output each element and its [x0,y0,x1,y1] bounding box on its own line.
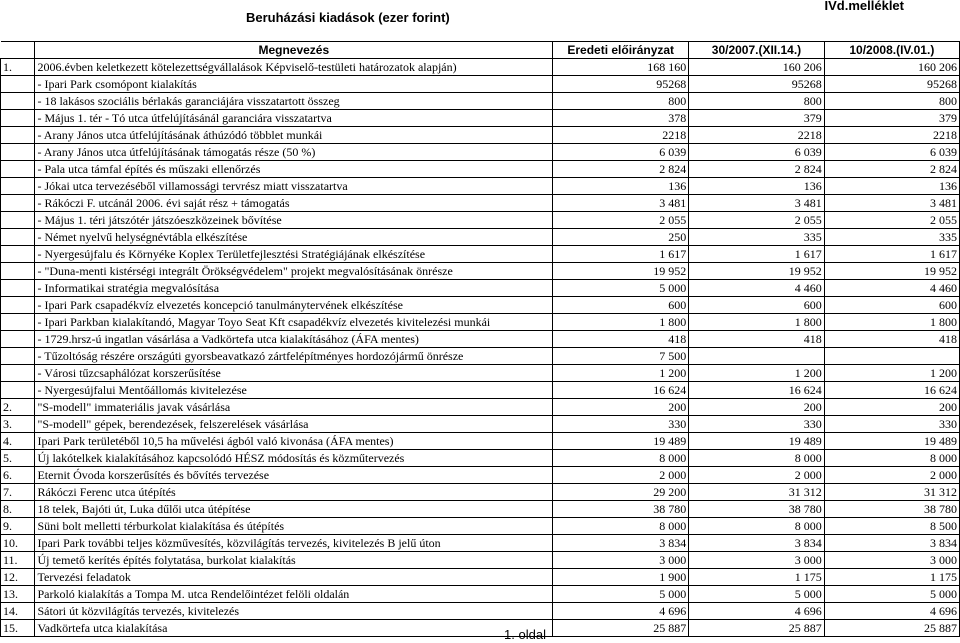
row-mod2: 38 780 [824,501,959,518]
row-original: 600 [553,297,689,314]
row-mod2: 3 481 [824,195,959,212]
row-number [1,195,35,212]
row-number [1,110,35,127]
row-mod1: 1 617 [689,246,824,263]
row-original: 5 000 [553,586,689,603]
row-mod2: 330 [824,416,959,433]
table-row [1,603,960,620]
table-row [1,399,960,416]
row-number [1,331,35,348]
row-number [1,93,35,110]
row-name: - Arany János utca útfelújításának támogatás része (50 %) [35,144,553,161]
row-mod2: 160 206 [824,59,959,76]
row-mod2: 136 [824,178,959,195]
row-name: - Német nyelvű helységnévtábla elkészítése [35,229,553,246]
row-number: 7. [1,484,35,501]
table-row [1,586,960,603]
row-mod1: 3 481 [689,195,824,212]
row-number [1,127,35,144]
row-mod2: 6 039 [824,144,959,161]
table-header-row [1,42,960,59]
row-original: 2 000 [553,467,689,484]
row-original: 1 900 [553,569,689,586]
row-original: 200 [553,399,689,416]
row-mod1: 4 460 [689,280,824,297]
table-row [1,382,960,399]
table-row [1,484,960,501]
table-row [1,501,960,518]
row-mod2: 1 800 [824,314,959,331]
table-row [1,195,960,212]
row-name: - 1729.hrsz-ú ingatlan vásárlása a Vadkörtefa utca kialakításához (ÁFA mentes) [35,331,553,348]
row-mod1: 136 [689,178,824,195]
header-name: Megnevezés [35,42,553,59]
row-mod2: 600 [824,297,959,314]
table-row [1,365,960,382]
table-row [1,93,960,110]
row-mod2: 1 200 [824,365,959,382]
row-mod2: 4 460 [824,280,959,297]
row-original: 418 [553,331,689,348]
row-mod2: 1 617 [824,246,959,263]
row-mod1: 31 312 [689,484,824,501]
table-row [1,263,960,280]
row-original: 25 887 [553,620,689,637]
row-mod2: 3 000 [824,552,959,569]
row-mod2: 800 [824,93,959,110]
row-mod1: 330 [689,416,824,433]
row-name: - Ipari Park csomópont kialakítás [35,76,553,93]
row-name: "S-modell" immateriális javak vásárlása [35,399,553,416]
row-mod1: 600 [689,297,824,314]
annex-label: IVd.melléklet [824,0,904,13]
row-name: - Informatikai stratégia megvalósítása [35,280,553,297]
row-name: - Május 1. téri játszótér játszóeszközeinek bővítése [35,212,553,229]
row-name: - 18 lakásos szociális bérlakás garanciájára visszatartott összeg [35,93,553,110]
table-row [1,280,960,297]
table-row [1,297,960,314]
row-mod1: 6 039 [689,144,824,161]
row-original: 136 [553,178,689,195]
row-mod2: 418 [824,331,959,348]
row-number: 3. [1,416,35,433]
row-name: "S-modell" gépek, berendezések, felszerelések vásárlása [35,416,553,433]
row-mod1: 19 952 [689,263,824,280]
row-original: 250 [553,229,689,246]
table-row [1,110,960,127]
row-name: Parkoló kialakítás a Tompa M. utca Rendelőintézet felöli oldalán [35,586,553,603]
row-original: 38 780 [553,501,689,518]
row-name: Ipari Park területéből 10,5 ha művelési ágból való kivonása (ÁFA mentes) [35,433,553,450]
table-row [1,416,960,433]
row-original: 8 000 [553,518,689,535]
row-mod1: 418 [689,331,824,348]
header-mod2: 10/2008.(IV.01.) [824,42,959,59]
row-original: 5 000 [553,280,689,297]
row-mod2: 200 [824,399,959,416]
row-original: 2218 [553,127,689,144]
row-number: 4. [1,433,35,450]
row-original: 3 834 [553,535,689,552]
row-mod1: 200 [689,399,824,416]
row-mod2: 8 000 [824,450,959,467]
row-name: Rákóczi Ferenc utca útépítés [35,484,553,501]
row-mod1: 8 000 [689,518,824,535]
header-original: Eredeti előirányzat [553,42,689,59]
row-name: - Nyergesújfalu és Környéke Koplex Területfejlesztési Stratégiájának elkészítése [35,246,553,263]
row-mod1: 1 200 [689,365,824,382]
table-row [1,433,960,450]
row-name: - Arany János utca útfelújításának áthúzódó többlet munkái [35,127,553,144]
row-number [1,76,35,93]
row-original: 19 489 [553,433,689,450]
table-row [1,59,960,76]
table-row [1,144,960,161]
row-mod2: 1 175 [824,569,959,586]
row-mod1: 2 000 [689,467,824,484]
row-mod2: 2 055 [824,212,959,229]
table-row [1,178,960,195]
investment-table [0,41,960,637]
row-number [1,297,35,314]
row-name: Süni bolt melletti térburkolat kialakítása és útépítés [35,518,553,535]
table-row [1,161,960,178]
row-original: 29 200 [553,484,689,501]
row-mod1: 2 055 [689,212,824,229]
row-mod2: 19 489 [824,433,959,450]
row-number: 10. [1,535,35,552]
row-mod2: 19 952 [824,263,959,280]
row-mod2: 8 500 [824,518,959,535]
header-mod1: 30/2007.(XII.14.) [689,42,824,59]
row-name: - Jókai utca tervezéséből villamossági tervrész miatt visszatartva [35,178,553,195]
row-mod2: 16 624 [824,382,959,399]
row-name: - Ipari Park csapadékvíz elvezetés koncepció tanulmánytervének elkészítése [35,297,553,314]
row-number [1,263,35,280]
row-mod1: 95268 [689,76,824,93]
row-mod2: 31 312 [824,484,959,501]
row-number [1,144,35,161]
row-mod2: 3 834 [824,535,959,552]
row-name: Eternit Óvoda korszerűsítés és bővítés tervezése [35,467,553,484]
row-original: 1 617 [553,246,689,263]
row-mod2: 2218 [824,127,959,144]
row-mod1: 5 000 [689,586,824,603]
table-row [1,246,960,263]
row-name: - Nyergesújfalui Mentőállomás kivitelezése [35,382,553,399]
row-name: Vadkörtefa utca kialakítása [35,620,553,637]
row-mod1: 335 [689,229,824,246]
row-original: 95268 [553,76,689,93]
row-number: 6. [1,467,35,484]
row-mod2: 2 824 [824,161,959,178]
row-original: 1 200 [553,365,689,382]
row-mod2: 25 887 [824,620,959,637]
row-name: - Rákóczi F. utcánál 2006. évi saját rész + támogatás [35,195,553,212]
row-name: 2006.évben keletkezett kötelezettségvállalások Képviselő-testületi határozatok alapján) [35,59,553,76]
row-original: 16 624 [553,382,689,399]
row-number [1,212,35,229]
table-row [1,569,960,586]
row-name: Új temető kerítés építés folytatása, burkolat kialakítás [35,552,553,569]
row-name: 18 telek, Bajóti út, Luka dűlői utca útépítése [35,501,553,518]
row-original: 3 481 [553,195,689,212]
row-mod1: 2 824 [689,161,824,178]
table-row [1,467,960,484]
row-number [1,365,35,382]
row-number [1,280,35,297]
table-row [1,450,960,467]
row-original: 4 696 [553,603,689,620]
report-title: Beruházási kiadások (ezer forint) [246,10,450,25]
row-mod1: 25 887 [689,620,824,637]
row-number [1,348,35,365]
row-mod1: 3 000 [689,552,824,569]
row-mod1: 379 [689,110,824,127]
row-original: 1 800 [553,314,689,331]
row-number: 5. [1,450,35,467]
row-original: 8 000 [553,450,689,467]
row-number: 8. [1,501,35,518]
table-row [1,314,960,331]
table-row [1,229,960,246]
row-name: Tervezési feladatok [35,569,553,586]
row-mod2: 95268 [824,76,959,93]
table-row [1,535,960,552]
row-mod1: 19 489 [689,433,824,450]
row-number [1,178,35,195]
row-original: 330 [553,416,689,433]
row-original: 378 [553,110,689,127]
row-name: Új lakótelkek kialakításához kapcsolódó HÉSZ módosítás és közműtervezés [35,450,553,467]
row-mod1 [689,348,824,365]
row-original: 2 055 [553,212,689,229]
row-mod2: 5 000 [824,586,959,603]
row-mod1: 16 624 [689,382,824,399]
row-original: 3 000 [553,552,689,569]
page-footer: 1. oldal [504,627,546,642]
row-name: Ipari Park további teljes közművesítés, közvilágítás tervezés, kivitelezés B jelű úton [35,535,553,552]
row-number: 11. [1,552,35,569]
row-mod1: 1 175 [689,569,824,586]
table-row [1,348,960,365]
row-original: 7 500 [553,348,689,365]
row-original: 6 039 [553,144,689,161]
row-mod1: 1 800 [689,314,824,331]
row-number: 2. [1,399,35,416]
row-number: 13. [1,586,35,603]
row-mod1: 2218 [689,127,824,144]
table-row [1,76,960,93]
table-row [1,212,960,229]
row-original: 800 [553,93,689,110]
row-name: - Pala utca támfal építés és műszaki ellenőrzés [35,161,553,178]
row-mod1: 8 000 [689,450,824,467]
row-mod1: 38 780 [689,501,824,518]
row-name: - Városi tűzcsaphálózat korszerűsítése [35,365,553,382]
row-mod1: 800 [689,93,824,110]
table-row [1,518,960,535]
row-number: 9. [1,518,35,535]
row-number: 12. [1,569,35,586]
row-mod2: 2 000 [824,467,959,484]
header-number-cell [1,42,35,59]
row-name: - "Duna-menti kistérségi integrált Örökségvédelem" projekt megvalósításának önrésze [35,263,553,280]
row-mod2: 335 [824,229,959,246]
row-original: 2 824 [553,161,689,178]
row-original: 19 952 [553,263,689,280]
row-number [1,229,35,246]
row-original: 168 160 [553,59,689,76]
row-mod1: 4 696 [689,603,824,620]
row-name: - Május 1. tér - Tó utca útfelújításánál garanciára visszatartva [35,110,553,127]
row-number [1,314,35,331]
row-mod2: 4 696 [824,603,959,620]
row-number [1,382,35,399]
row-name: - Tűzoltóság részére országúti gyorsbeavatkazó zártfelépítményes hordozójármű önrésze [35,348,553,365]
table-row [1,552,960,569]
row-number: 15. [1,620,35,637]
row-mod2: 379 [824,110,959,127]
row-number [1,246,35,263]
row-name: - Ipari Parkban kialakítandó, Magyar Toyo Seat Kft csapadékvíz elvezetés kivitelezési munkái [35,314,553,331]
row-number: 14. [1,603,35,620]
row-mod1: 3 834 [689,535,824,552]
row-mod2 [824,348,959,365]
row-name: Sátori út közvilágítás tervezés, kivitelezés [35,603,553,620]
table-row [1,331,960,348]
table-row [1,127,960,144]
row-number [1,161,35,178]
row-number: 1. [1,59,35,76]
row-mod1: 160 206 [689,59,824,76]
